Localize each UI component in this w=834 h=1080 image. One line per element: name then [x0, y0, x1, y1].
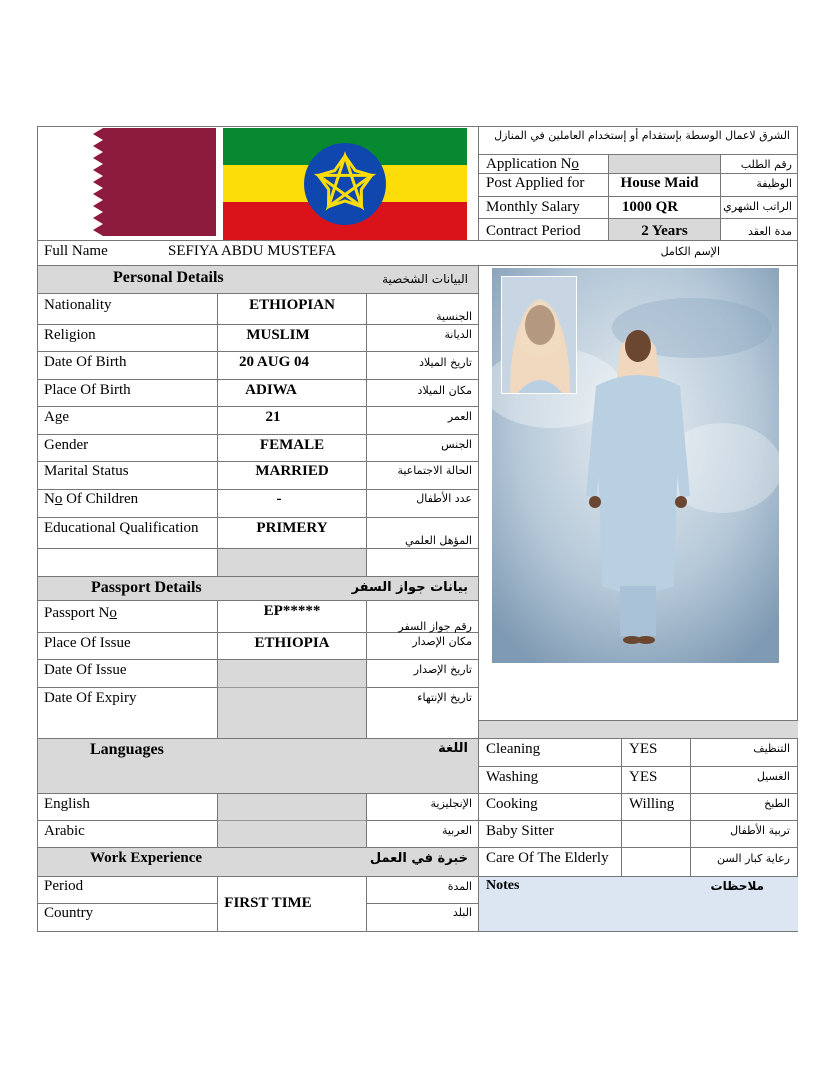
contract-ar: مدة العقد	[748, 225, 792, 238]
place-issue-ar: مكان الإصدار	[412, 635, 472, 648]
pob-value: ADIWA	[245, 382, 297, 398]
languages-title: Languages	[90, 741, 164, 758]
country-label: Country	[44, 905, 94, 921]
marital-label: Marital Status	[44, 463, 129, 479]
place-issue-value: ETHIOPIA	[254, 635, 330, 651]
arabic-ar: العربية	[441, 824, 472, 837]
age-ar: العمر	[447, 410, 472, 423]
personal-details-title: Personal Details	[113, 269, 224, 286]
notes-label: Notes	[486, 878, 520, 893]
nationality-value: ETHIOPIAN	[249, 297, 335, 313]
arabic-label: Arabic	[44, 823, 85, 839]
washing-label: Washing	[486, 769, 539, 785]
washing-ar: الغسيل	[756, 770, 790, 783]
personal-details-title-ar: البيانات الشخصية	[382, 272, 468, 286]
nationality-label: Nationality	[44, 297, 112, 313]
baby-sitter-label: Baby Sitter	[486, 823, 554, 839]
period-ar: المدة	[447, 880, 472, 893]
passport-no-ar: رقم جواز السفر	[398, 620, 472, 633]
place-issue-label: Place Of Issue	[44, 635, 131, 651]
contract-label: Contract Period	[486, 223, 581, 239]
date-issue-ar: تاريخ الإصدار	[413, 663, 472, 676]
age-label: Age	[44, 409, 69, 425]
pob-label: Place Of Birth	[44, 382, 131, 398]
date-expiry-ar: تاريخ الإنتهاء	[417, 691, 472, 704]
education-ar: المؤهل العلمي	[405, 534, 472, 547]
work-experience-title: Work Experience	[90, 850, 203, 866]
post-label: Post Applied for	[486, 175, 585, 191]
portrait-photo	[501, 276, 577, 394]
full-name-ar: الإسم الكامل	[660, 245, 720, 258]
post-value: House Maid	[620, 175, 699, 191]
qatar-flag	[89, 128, 216, 236]
dob-ar: تاريخ الميلاد	[419, 356, 472, 369]
passport-no-label: Passport No	[44, 605, 117, 621]
children-value: -	[276, 491, 282, 507]
passport-details-title-ar: بيانات جواز السفر	[351, 580, 468, 595]
contract-value: 2 Years	[641, 223, 688, 239]
washing-value: YES	[629, 769, 658, 785]
dob-label: Date Of Birth	[44, 354, 127, 370]
religion-value: MUSLIM	[246, 327, 310, 343]
experience-value: FIRST TIME	[224, 895, 312, 911]
ethiopia-flag	[223, 128, 467, 240]
country-ar: البلد	[452, 906, 472, 919]
cleaning-ar: التنظيف	[753, 742, 790, 755]
education-value: PRIMERY	[256, 520, 328, 536]
salary-value: 1000 QR	[621, 199, 679, 215]
company-name: الشرق لاعمال الوسطة بإستقدام أو إستخدام العاملين في المنازل	[494, 129, 790, 142]
date-issue-label: Date Of Issue	[44, 662, 127, 678]
gender-value: FEMALE	[259, 437, 325, 453]
marital-ar: الحالة الاجتماعية	[397, 464, 472, 477]
baby-sitter-ar: تربية الأطفال	[730, 824, 790, 837]
date-expiry-label: Date Of Expiry	[44, 690, 137, 706]
full-name-value: SEFIYA ABDU MUSTEFA	[168, 243, 337, 259]
passport-details-title: Passport Details	[91, 579, 202, 596]
religion-ar: الديانة	[444, 328, 472, 341]
pob-ar: مكان الميلاد	[417, 384, 472, 397]
children-ar: عدد الأطفال	[416, 492, 472, 505]
dob-value: 20 AUG 04	[238, 354, 309, 370]
application-no-label: Application No	[486, 156, 579, 172]
cleaning-value: YES	[629, 741, 658, 757]
cleaning-label: Cleaning	[486, 741, 541, 757]
cooking-ar: الطبخ	[764, 797, 790, 810]
gender-label: Gender	[44, 437, 89, 453]
cooking-label: Cooking	[486, 796, 538, 812]
post-ar: الوظيفة	[756, 177, 792, 190]
cooking-value: Willing	[629, 796, 675, 812]
elderly-care-ar: رعاية كبار السن	[717, 852, 790, 865]
passport-no-value: EP*****	[263, 603, 321, 619]
children-label: No Of Children	[44, 491, 139, 507]
nationality-ar: الجنسية	[436, 310, 472, 323]
salary-ar: الراتب الشهري	[723, 200, 792, 213]
elderly-care-label: Care Of The Elderly	[486, 850, 609, 866]
age-value: 21	[265, 409, 281, 425]
notes-label-ar: ملاحظات	[710, 879, 764, 893]
religion-label: Religion	[44, 327, 96, 343]
english-label: English	[44, 796, 90, 812]
full-name-label: Full Name	[44, 243, 108, 259]
education-label: Educational Qualification	[44, 520, 199, 536]
languages-title-ar: اللغة	[438, 741, 468, 756]
work-experience-title-ar: خبرة في العمل	[369, 851, 468, 866]
marital-value: MARRIED	[255, 463, 329, 479]
application-no-ar: رقم الطلب	[740, 158, 792, 171]
period-label: Period	[44, 878, 84, 894]
english-ar: الإنجليزية	[430, 797, 472, 810]
gender-ar: الجنس	[441, 438, 472, 451]
salary-label: Monthly Salary	[486, 199, 580, 215]
